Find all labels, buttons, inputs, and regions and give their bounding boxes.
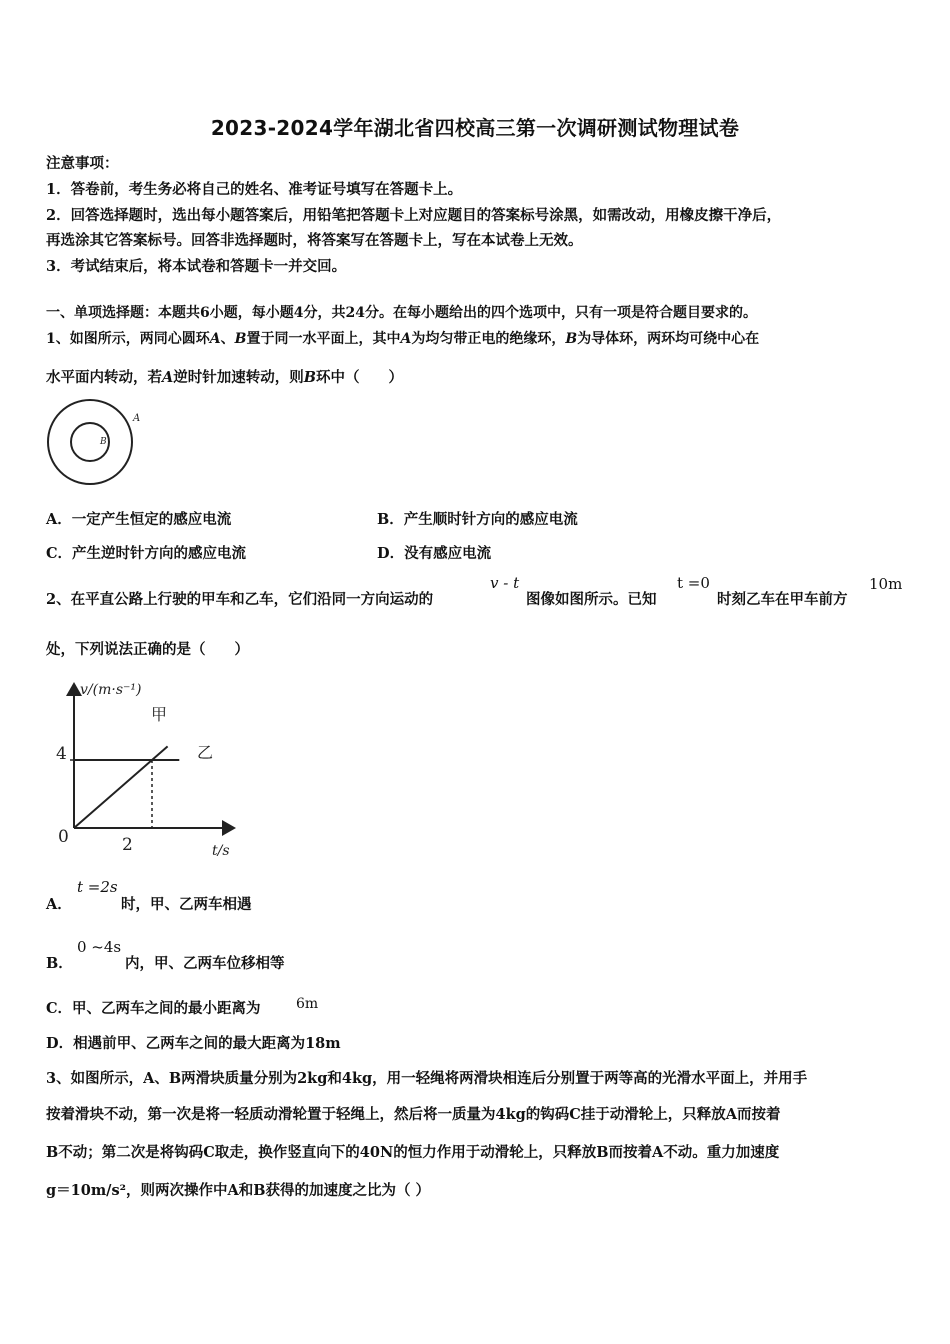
series-label-yi: 乙 bbox=[197, 743, 214, 762]
page-title: 2023-2024学年湖北省四校高三第一次调研测试物理试卷 bbox=[210, 116, 740, 140]
notice-item-1: 1．答卷前，考生务必将自己的姓名、准考证号填写在答题卡上。 bbox=[46, 181, 463, 198]
series-label-jia: 甲 bbox=[151, 705, 168, 724]
notice-item-3: 3．考试结束后，将本试卷和答题卡一并交回。 bbox=[46, 258, 347, 275]
y-axis-label: v/(m·s⁻¹) bbox=[80, 682, 142, 698]
q1-option-c[interactable]: C．产生逆时针方向的感应电流 bbox=[46, 545, 247, 562]
q2-option-c-text[interactable]: C．甲、乙两车之间的最小距离为 bbox=[46, 1000, 261, 1017]
q3-stem-line2: 按着滑块不动，第一次是将一轻质动滑轮置于轻绳上，然后将一质量为4kg的钩码C挂于动滑轮上，只释放A而按着 bbox=[46, 1106, 781, 1123]
q2-stem-part1: 2、在平直公路上行驶的甲车和乙车，它们沿同一方向运动的 bbox=[46, 591, 434, 608]
q1-option-a[interactable]: A．一定产生恒定的感应电流 bbox=[46, 511, 232, 528]
series-line-jia bbox=[74, 746, 168, 828]
origin-label: 0 bbox=[58, 827, 69, 847]
q2-option-c-math: 6m bbox=[296, 996, 319, 1012]
q2-vt-chart bbox=[50, 672, 250, 864]
ring-a bbox=[48, 400, 132, 484]
q1-option-b[interactable]: B．产生顺时针方向的感应电流 bbox=[377, 511, 578, 528]
q1-stem-line1: 1、如图所示，两同心圆环A、B置于同一水平面上，其中A为均匀带正电的绝缘环，B为导体环，两环均可绕中心在 bbox=[46, 331, 760, 347]
q2-option-b-prefix[interactable]: B． bbox=[46, 955, 73, 972]
ring-a-label: A bbox=[133, 413, 141, 424]
q2-option-d-text[interactable]: D．相遇前甲、乙两车之间的最大距离为18m bbox=[46, 1035, 341, 1052]
notice-heading: 注意事项： bbox=[46, 155, 119, 172]
q2-t0-symbol: t =0 bbox=[677, 574, 710, 592]
notice-item-2-cont: 再选涂其它答案标号。回答非选择题时，将答案写在答题卡上，写在本试卷上无效。 bbox=[46, 232, 583, 249]
q2-stem-part2: 图像如图所示。已知 bbox=[526, 591, 657, 608]
section-heading: 一、单项选择题：本题共6小题，每小题4分，共24分。在每小题给出的四个选项中，只有一项是符合题目要求的。 bbox=[46, 305, 757, 321]
q1-figure-concentric-rings bbox=[44, 396, 144, 488]
q2-stem-line2: 处，下列说法正确的是（ ） bbox=[46, 641, 249, 658]
x-axis-label: t/s bbox=[212, 843, 230, 859]
q2-vt-symbol: v - t bbox=[490, 574, 520, 592]
x-tick-2: 2 bbox=[122, 835, 133, 855]
q1-stem-line2: 水平面内转动，若A逆时针加速转动，则B环中（ ） bbox=[46, 369, 404, 386]
q2-option-b-text[interactable]: 内，甲、乙两车位移相等 bbox=[125, 955, 285, 972]
q2-distance: 10m bbox=[869, 575, 903, 593]
q2-option-a-text[interactable]: 时，甲、乙两车相遇 bbox=[121, 896, 252, 913]
q2-option-b-math: 0 ~4s bbox=[77, 938, 122, 956]
q3-stem-line3: B不动；第二次是将钩码C取走，换作竖直向下的40N的恒力作用于动滑轮上，只释放B而按着A不动。重力加速度 bbox=[46, 1144, 780, 1161]
q3-stem-line4: g＝10m/s²，则两次操作中A和B获得的加速度之比为（ ） bbox=[46, 1182, 431, 1199]
ring-b-label: B bbox=[100, 437, 107, 447]
q1-option-d[interactable]: D．没有感应电流 bbox=[377, 545, 492, 562]
y-tick-4: 4 bbox=[56, 744, 67, 764]
q2-stem-part3: 时刻乙车在甲车前方 bbox=[717, 591, 848, 608]
q2-option-a-prefix[interactable]: A． bbox=[46, 896, 72, 913]
notice-item-2: 2．回答选择题时，选出每小题答案后，用铅笔把答题卡上对应题目的答案标号涂黑，如需改动，用橡皮擦干净后， bbox=[46, 207, 782, 224]
q3-stem-line1: 3、如图所示，A、B两滑块质量分别为2kg和4kg，用一轻绳将两滑块相连后分别置于两等高的光滑水平面上，并用手 bbox=[46, 1070, 808, 1087]
q2-option-a-math: t =2s bbox=[77, 878, 118, 896]
